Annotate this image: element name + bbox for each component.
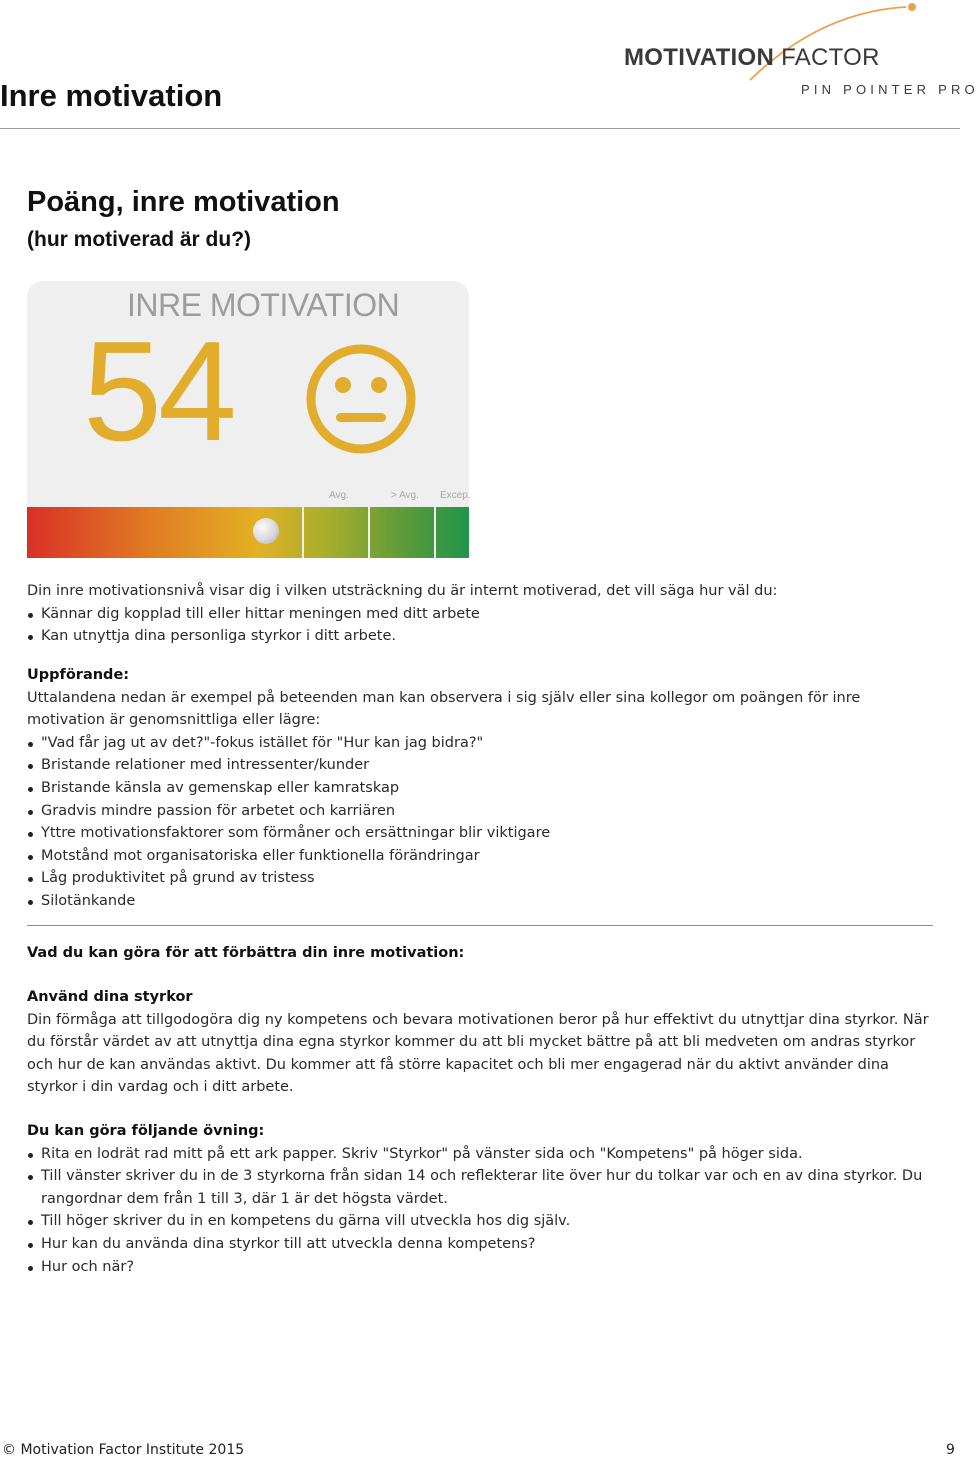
- list-item: Till höger skriver du in en kompetens du gärna vill utveckla hos dig själv.: [27, 1210, 937, 1233]
- behavior-heading: Uppförande:: [27, 667, 130, 683]
- score-card-label: INRE MOTIVATION: [127, 287, 400, 323]
- exercise-section: [27, 1120, 937, 1278]
- list-item: Motstånd mot organisatoriska eller funktionella förändringar: [27, 845, 937, 868]
- logo-wordmark: [624, 44, 880, 72]
- gauge-marker: [253, 518, 279, 544]
- scale-label-exceptional: Excep.: [440, 490, 471, 501]
- header-divider: [0, 128, 960, 129]
- list-item: Låg produktivitet på grund av tristess: [27, 867, 937, 890]
- intro-paragraph: Din inre motivationsnivå visar dig i vilken utsträckning du är internt motiverad, det vill säga hur väl du:: [27, 583, 778, 599]
- scale-label-avg: Avg.: [329, 490, 349, 501]
- list-item: Hur kan du använda dina styrkor till att utveckla denna kompetens?: [27, 1233, 937, 1256]
- list-item: Bristande känsla av gemenskap eller kamratskap: [27, 777, 937, 800]
- exercise-heading: Du kan göra följande övning:: [27, 1123, 265, 1139]
- gauge-divider: [302, 507, 304, 558]
- score-subtitle: (hur motiverad är du?): [27, 228, 252, 251]
- score-card: [27, 281, 469, 558]
- list-item: Kännar dig kopplad till eller hittar meningen med ditt arbete: [27, 603, 937, 626]
- motivation-gauge-bar: [27, 507, 469, 558]
- behavior-paragraph: Uttalandena nedan är exempel på beteenden man kan observera i sig själv eller sina kollegor om poängen för inre motivation är genomsnittliga eller lägre:: [27, 689, 861, 729]
- score-value: 54: [83, 312, 233, 471]
- footer-copyright: © Motivation Factor Institute 2015: [2, 1442, 245, 1458]
- list-item: Silotänkande: [27, 890, 937, 913]
- list-item: Bristande relationer med intressenter/kunder: [27, 754, 937, 777]
- behavior-section: [27, 664, 937, 913]
- motivation-factor-logo: [620, 0, 979, 110]
- footer-page-number: 9: [946, 1442, 955, 1458]
- list-item: Rita en lodrät rad mitt på ett ark papper. Skriv "Styrkor" på vänster sida och "Kompetens" på höger sida.: [27, 1143, 937, 1166]
- list-item: Gradvis mindre passion för arbetet och karriären: [27, 800, 937, 823]
- logo-tagline: PIN POINTER PRO: [801, 82, 979, 97]
- score-title: Poäng, inre motivation: [27, 186, 340, 218]
- behavior-list: [27, 732, 937, 913]
- improve-heading: Vad du kan göra för att förbättra din inre motivation:: [27, 945, 465, 961]
- section-divider: [27, 925, 933, 926]
- list-item: Hur och när?: [27, 1256, 937, 1279]
- exercise-list: [27, 1143, 937, 1279]
- logo-name-bold: MOTIVATION: [624, 44, 775, 71]
- gauge-divider: [368, 507, 370, 558]
- list-item: "Vad får jag ut av det?"-fokus istället för "Hur kan jag bidra?": [27, 732, 937, 755]
- strengths-section: [27, 986, 937, 1099]
- strengths-heading: Använd dina styrkor: [27, 989, 193, 1005]
- improve-heading-block: [27, 942, 937, 965]
- page-header-title: Inre motivation: [0, 78, 223, 113]
- gauge-divider: [434, 507, 436, 558]
- intro-list: [27, 603, 937, 648]
- intro-section: [27, 580, 937, 648]
- list-item: Kan utnyttja dina personliga styrkor i ditt arbete.: [27, 625, 937, 648]
- neutral-face-icon: [305, 343, 417, 455]
- scale-label-above-avg: > Avg.: [391, 490, 419, 501]
- list-item: Yttre motivationsfaktorer som förmåner och ersättningar blir viktigare: [27, 822, 937, 845]
- strengths-paragraph: Din förmåga att tillgodogöra dig ny kompetens och bevara motivationen beror på hur effektivt du utnyttjar dina styrkor. När du förstår värdet av att utnyttja dina egna styrkor kommer du att bli mycket bättre på att bli medveten om andras styrkor och hur de kan användas aktivt. Du kommer att få större kapacitet och bli mer engagerad när du aktivt använder dina styrkor i din vardag och i ditt arbete.: [27, 1011, 929, 1096]
- list-item: Till vänster skriver du in de 3 styrkorna från sidan 14 och reflekterar lite över hur du tolkar var och en av dina styrkor. Du rangordnar dem från 1 till 3, där 1 är det högsta värdet.: [27, 1165, 937, 1210]
- logo-name-light: FACTOR: [781, 44, 880, 71]
